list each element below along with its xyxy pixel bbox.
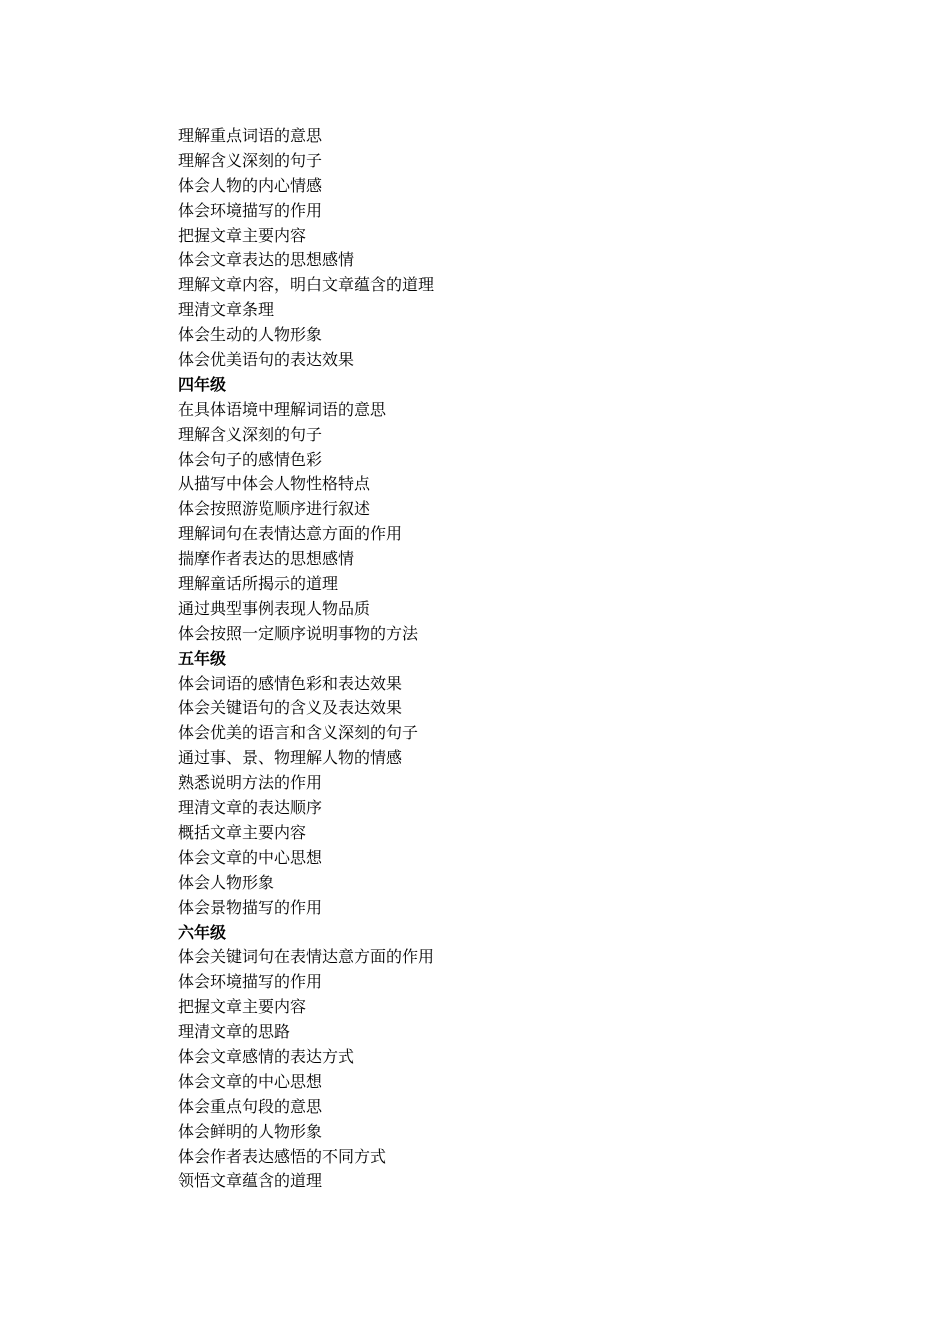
list-item: 理清文章的表达顺序: [178, 798, 323, 818]
list-item: 体会环境描写的作用: [178, 200, 323, 220]
list-item: 体会优美的语言和含义深刻的句子: [178, 723, 419, 743]
section-heading: 四年级: [178, 374, 227, 394]
list-item: 体会按照游览顺序进行叙述: [178, 499, 371, 519]
section-heading: 五年级: [178, 648, 227, 668]
list-item: 体会关键语句的含义及表达效果: [178, 698, 403, 718]
list-item: 体会句子的感情色彩: [178, 449, 323, 469]
list-item: 领悟文章蕴含的道理: [178, 1171, 323, 1191]
list-item: 体会文章感情的表达方式: [178, 1046, 355, 1066]
list-item: 理清文章的思路: [178, 1022, 291, 1042]
list-item: 体会优美语句的表达效果: [178, 350, 355, 370]
section-heading: 六年级: [178, 922, 227, 942]
list-item: 揣摩作者表达的思想感情: [178, 549, 355, 569]
list-item: 理解含义深刻的句子: [178, 150, 323, 170]
list-item: 理解重点词语的意思: [178, 126, 323, 145]
list-item: 通过事、景、物理解人物的情感: [178, 748, 403, 768]
list-item: 理清文章条理: [178, 300, 275, 320]
list-item: 体会按照一定顺序说明事物的方法: [178, 623, 419, 643]
list-item: 体会人物形象: [178, 872, 275, 892]
list-item: 体会文章表达的思想感情: [178, 250, 355, 270]
list-item: 体会作者表达感悟的不同方式: [178, 1146, 387, 1166]
list-item: 体会重点句段的意思: [178, 1096, 323, 1116]
list-item: 通过典型事例表现人物品质: [178, 598, 371, 618]
list-item: 体会人物的内心情感: [178, 175, 323, 195]
list-item: 从描写中体会人物性格特点: [178, 474, 371, 494]
list-item: 概括文章主要内容: [178, 822, 307, 842]
list-item: 体会文章的中心思想: [178, 1071, 323, 1091]
list-item: 在具体语境中理解词语的意思: [178, 399, 387, 419]
list-item: 体会词语的感情色彩和表达效果: [178, 673, 403, 693]
list-item: 体会环境描写的作用: [178, 972, 323, 992]
list-item: 体会关键词句在表情达意方面的作用: [178, 947, 435, 967]
list-item: 理解童话所揭示的道理: [178, 574, 339, 594]
list-item: 把握文章主要内容: [178, 225, 307, 245]
section-grade-6: [178, 921, 878, 1195]
section-grade-4: [178, 373, 878, 647]
section-grade-5: [178, 647, 878, 921]
list-item: 体会文章的中心思想: [178, 847, 323, 867]
list-item: 体会景物描写的作用: [178, 897, 323, 917]
document-page: [178, 124, 878, 1194]
list-item: 体会生动的人物形象: [178, 325, 323, 345]
list-item: 体会鲜明的人物形象: [178, 1121, 323, 1141]
list-item: 熟悉说明方法的作用: [178, 773, 323, 793]
list-item: 把握文章主要内容: [178, 997, 307, 1017]
intro-list: [178, 124, 878, 373]
list-item: 理解含义深刻的句子: [178, 424, 323, 444]
list-item: 理解词句在表情达意方面的作用: [178, 524, 403, 544]
list-item: 理解文章内容，明白文章蕴含的道理: [178, 275, 435, 295]
